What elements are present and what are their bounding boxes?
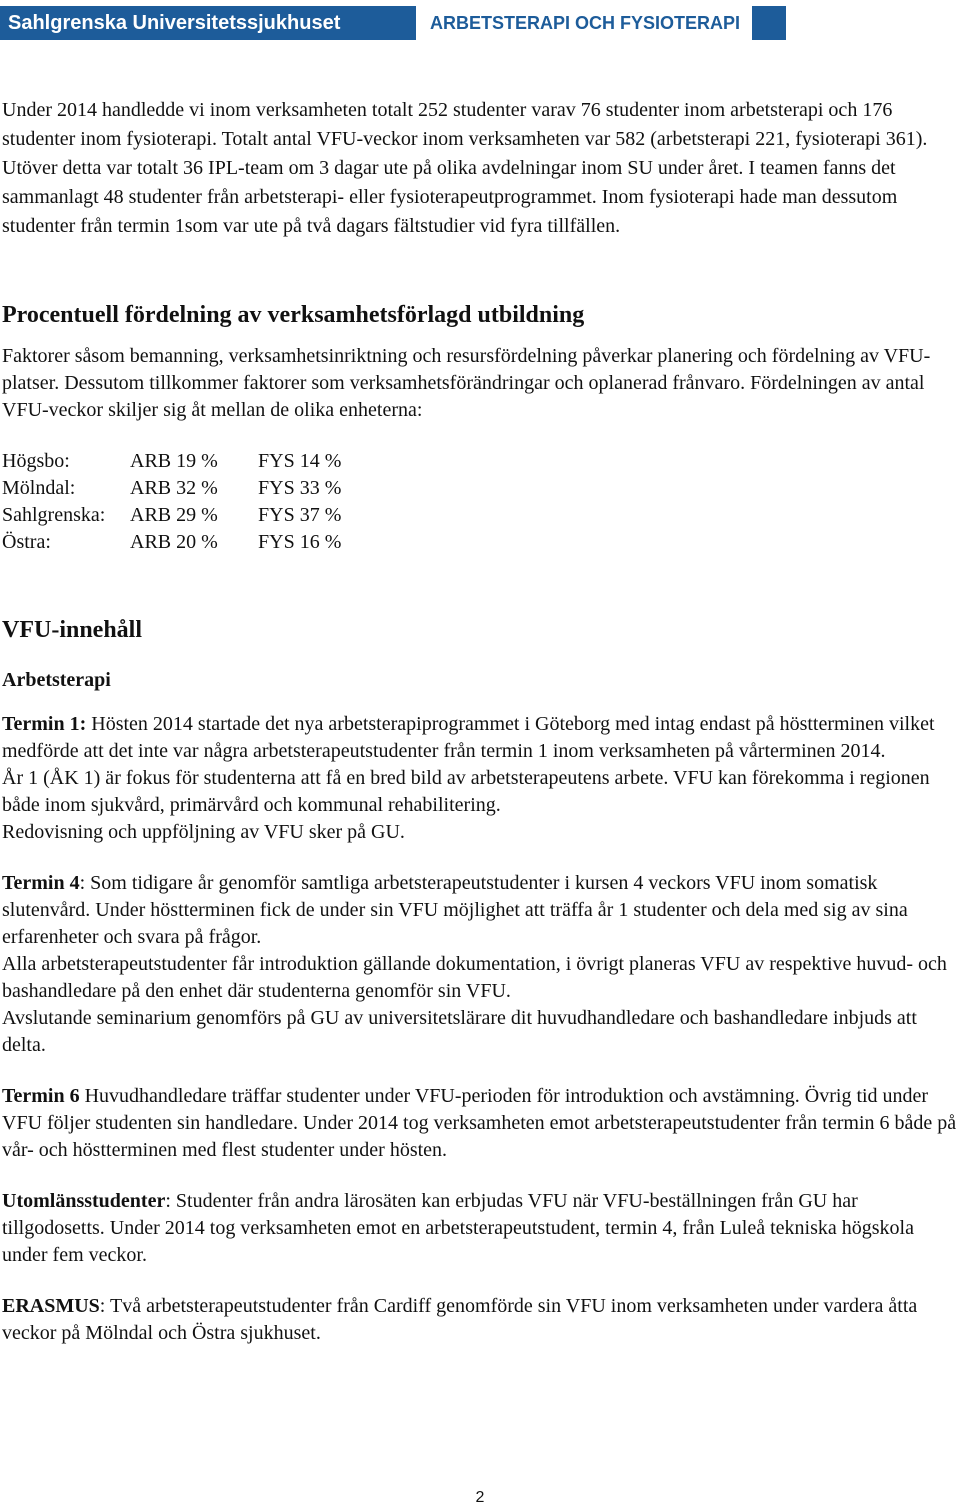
termin-6-paragraph [2, 1083, 958, 1164]
utomlans-text: : Studenter från andra lärosäten kan erbjudas VFU när VFU-beställningen från GU har tillgodosetts. Under 2014 tog verksamheten emot en arbetsterapeutstudent, termin 4, från Luleå tekniska högskola under fem veckor. [2, 1190, 914, 1266]
utomlans-paragraph [2, 1188, 958, 1269]
page-number: 2 [475, 1489, 485, 1506]
distribution-heading: Procentuell fördelning av verksamhetsförlagd utbildning [2, 302, 585, 328]
distribution-paragraph: Faktorer såsom bemanning, verksamhetsinriktning och resursfördelning påverkar planering och fördelning av VFU-platser. Dessutom tillkommer faktorer som verksamhetsförändringar och oplanerad frånvaro. Fördelningen av antal VFU-veckor skiljer sig åt mellan de olika enheterna: [2, 345, 931, 421]
termin-4-text: : Som tidigare år genomför samtliga arbetsterapeutstudenter i kursen 4 veckors VFU inom somatisk slutenvård. Under höstterminen fick de under sin VFU möjlighet att träffa år 1 studenter och dela med sig av sina erfarenheter och svara på frågor. [2, 872, 908, 948]
termin-6-block [2, 1083, 958, 1164]
banner-square-logo [752, 6, 786, 40]
termin-6-label: Termin 6 [2, 1085, 80, 1107]
termin-4-block [2, 870, 958, 1059]
termin-4-paragraph [2, 870, 958, 951]
termin-4-paragraph-2: Alla arbetsterapeutstudenter får introduktion gällande dokumentation, i övrigt planeras VFU av respektive huvud- och bashandledare på den enhet där studenterna genomför sin VFU. [2, 953, 947, 1002]
fys-percent: FYS 33 % [258, 477, 342, 499]
termin-1-paragraph-2: År 1 (ÅK 1) är fokus för studenterna att få en bred bild av arbetsterapeutens arbete. VFU kan förekomma i regionen både inom sjukvård, primärvård och kommunal rehabilitering. [2, 767, 930, 816]
termin-6-text: Huvudhandledare träffar studenter under VFU-perioden för introduktion och avstämning. Övrig tid under VFU följer studenten sin handledare. Under 2014 tog verksamheten emot arbetsterapeutstudenter från termin 6 både på vår- och höstterminen med flest studenter under hösten. [2, 1085, 957, 1161]
banner-spacer [416, 6, 430, 40]
erasmus-paragraph [2, 1293, 958, 1347]
intro-paragraph: Under 2014 handledde vi inom verksamheten totalt 252 studenter varav 76 studenter inom arbetsterapi och 176 studenter inom fysioterapi. Totalt antal VFU-veckor inom verksamheten var 582 (arbetsterapi 221, fysioterapi 361). Utöver detta var totalt 36 IPL-team om 3 dagar ute på olika avdelningar inom SU under året. I teamen fanns det sammanlagt 48 studenter från arbetsterapi- eller fysioterapeutprogrammet. Inom fysioterapi hade man dessutom studenter från termin 1som var ute på två dagars fältstudier vid fyra tillfällen. [2, 99, 928, 237]
arb-percent: ARB 32 % [130, 477, 218, 499]
termin-1-block [2, 711, 958, 846]
vfu-content-heading: VFU-innehåll [2, 617, 143, 643]
termin-1-label: Termin 1: [2, 713, 87, 735]
department-name: ARBETSTERAPI OCH FYSIOTERAPI [430, 13, 741, 33]
arbetsterapi-subheading: Arbetsterapi [2, 669, 111, 691]
erasmus-text: : Två arbetsterapeutstudenter från Cardiff genomförde sin VFU inom verksamheten under vardera åtta veckor på Mölndal och Östra sjukhuset. [2, 1295, 918, 1344]
utomlans-block [2, 1188, 958, 1269]
hospital-name: Sahlgrenska Universitetssjukhuset [0, 6, 416, 40]
arb-percent: ARB 20 % [130, 531, 218, 553]
termin-4-label: Termin 4 [2, 872, 80, 894]
arb-percent: ARB 19 % [130, 450, 218, 472]
table-row [2, 529, 341, 556]
fys-percent: FYS 37 % [258, 504, 342, 526]
document-body [2, 96, 958, 1371]
arb-percent: ARB 29 % [130, 504, 218, 526]
table-row [2, 448, 341, 475]
fys-percent: FYS 14 % [258, 450, 342, 472]
erasmus-label: ERASMUS [2, 1295, 100, 1317]
table-row [2, 502, 341, 529]
fys-percent: FYS 16 % [258, 531, 342, 553]
unit-name: Mölndal: [2, 477, 76, 499]
termin-1-paragraph-3: Redovisning och uppföljning av VFU sker på GU. [2, 821, 405, 843]
utomlans-label: Utomlänsstudenter [2, 1190, 166, 1212]
termin-1-text: Hösten 2014 startade det nya arbetsterapiprogrammet i Göteborg med intag endast på höstterminen vilket medförde att det inte var några arbetsterapeutstudenter från termin 1 inom verksamheten på vårterminen 2014. [2, 713, 935, 762]
unit-name: Sahlgrenska: [2, 504, 106, 526]
header-banner [0, 6, 786, 40]
unit-name: Östra: [2, 531, 51, 553]
distribution-table [2, 448, 341, 556]
unit-name: Högsbo: [2, 450, 70, 472]
table-row [2, 475, 341, 502]
termin-4-paragraph-3: Avslutande seminarium genomförs på GU av universitetslärare dit huvudhandledare och bashandledare inbjuds att delta. [2, 1007, 917, 1056]
erasmus-block [2, 1293, 958, 1347]
termin-1-paragraph [2, 711, 958, 765]
